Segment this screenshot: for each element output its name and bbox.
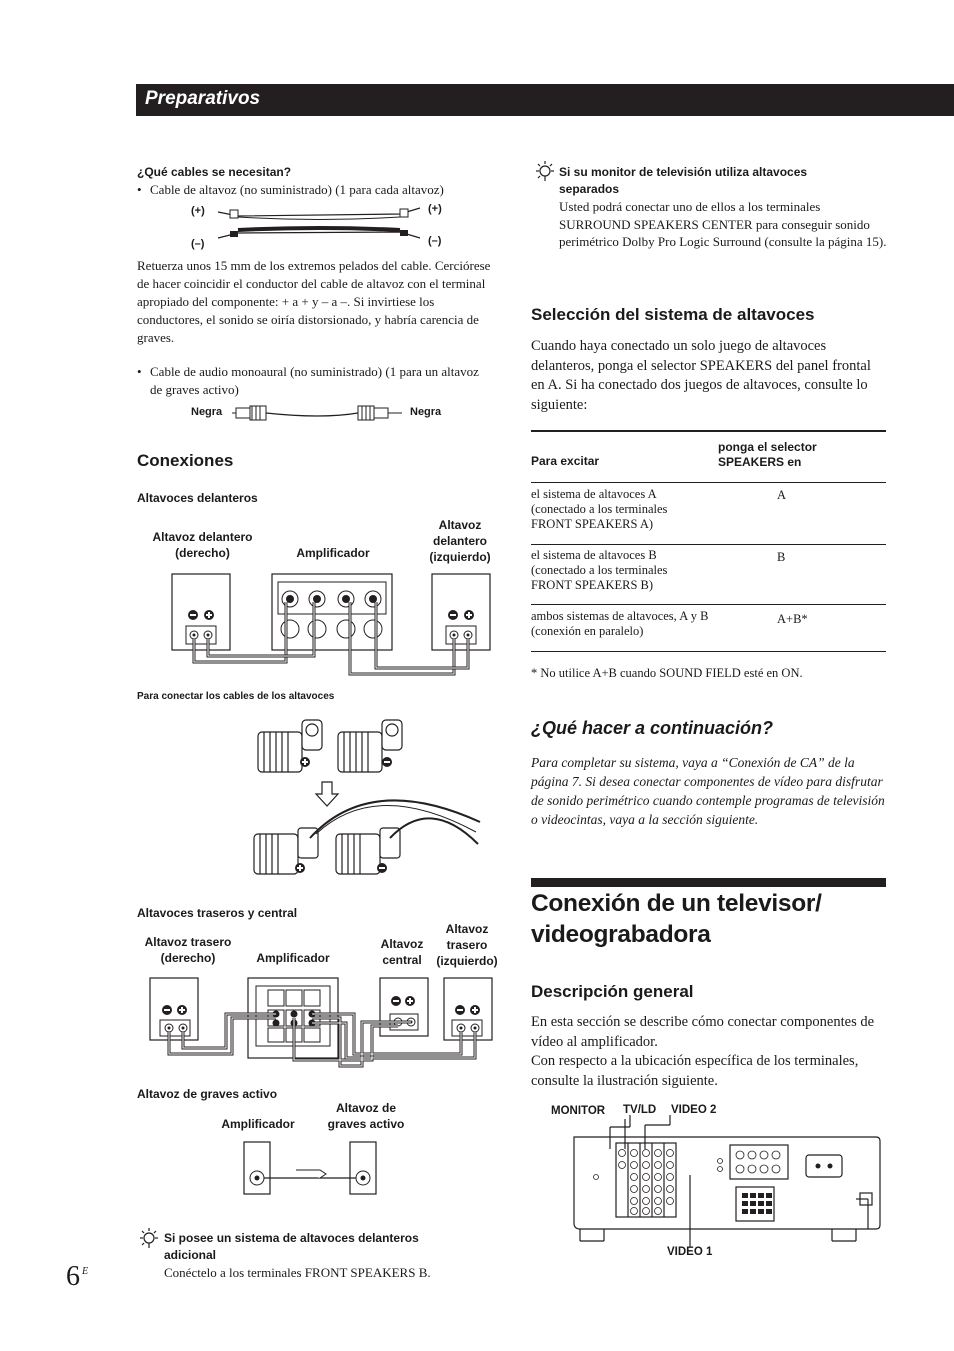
subwoofer-heading: Altavoz de graves activo xyxy=(137,1087,278,1101)
conexiones-heading: Conexiones xyxy=(137,451,234,470)
front-amp-label: Amplificador xyxy=(296,546,370,560)
section-header-bar xyxy=(136,84,954,116)
cables-heading: ¿Qué cables se necesitan? xyxy=(137,165,292,179)
seleccion-paragraph: Cuando haya conectado un solo juego de altavoces delanteros, ponga el selector SPEAKERS del panel frontal en A. Si ha conectado dos juegos de altavoces, consulte lo siguiente: xyxy=(531,338,871,413)
table-col1-header: Para excitar xyxy=(531,454,600,468)
descripcion-para-1: En esta sección se describe cómo conectar componentes de vídeo al amplificador. xyxy=(531,1014,875,1050)
cables-bullet-2-marker: • xyxy=(137,364,142,379)
tvld-label: TV/LD xyxy=(623,1104,657,1116)
tip-left-text: Conéctelo a los terminales FRONT SPEAKERS B. xyxy=(164,1265,431,1280)
table-row-2-what: el sistema de altavoces B (conectado a los terminales FRONT SPEAKERS B) xyxy=(531,548,668,592)
table-row-1-rule xyxy=(531,544,886,545)
rear-right-label: Altavoz trasero (derecho) xyxy=(144,935,232,965)
tip-right-title: Si su monitor de televisión utiliza altavoces separados xyxy=(559,165,808,196)
page-number-suffix: E xyxy=(82,1266,89,1277)
monitor-label: MONITOR xyxy=(551,1105,606,1117)
next-steps-paragraph: Para completar su sistema, vaya a “Conexión de CA” de la página 7. Si desea conectar componentes de vídeo para disfrutar de sonido perimétrico cuando contemple programas de televisión o videocintas, vaya a la sección siguiente. xyxy=(531,755,885,827)
table-footnote: * No utilice A+B cuando SOUND FIELD esté en ON. xyxy=(531,666,803,680)
table-row-2-rule xyxy=(531,604,886,605)
table-row-3-what: ambos sistemas de altavoces, A y B (conexión en paralelo) xyxy=(531,609,709,638)
subwoofer-diagram xyxy=(240,1140,390,1198)
speaker-cable-illustration xyxy=(210,200,430,250)
tip-right-text: Usted podrá conectar uno de ellos a los terminales SURROUND SPEAKERS CENTER para conseguir sonido perimétrico Dolby Pro Logic Surround (consulte la página 15). xyxy=(559,199,887,249)
table-row-3-value: A+B* xyxy=(777,612,808,626)
front-speakers-diagram xyxy=(160,570,500,690)
sub-amp-label: Amplificador xyxy=(221,1117,295,1131)
table-row-1-what: el sistema de altavoces A (conectado a los terminales FRONT SPEAKERS A) xyxy=(531,487,668,531)
descripcion-para-2: Con respecto a la ubicación específica de los terminales, consulte la ilustración siguiente. xyxy=(531,1053,859,1089)
tv-section-bar xyxy=(531,878,886,887)
subwoofer-label: Altavoz de graves activo xyxy=(327,1101,405,1131)
section-header-title: Preparativos xyxy=(145,88,261,109)
cables-bullet-1: Cable de altavoz (no suministrado) (1 para cada altavoz) xyxy=(150,182,444,197)
audio-cable-label-left: Negra xyxy=(191,406,223,418)
table-row-1-value: A xyxy=(777,488,787,502)
cable-plus-right: (+) xyxy=(428,203,442,215)
table-col2-header: ponga el selector SPEAKERS en xyxy=(718,440,817,469)
rear-center-diagram xyxy=(140,974,500,1069)
cable-minus-left: (–) xyxy=(191,238,205,250)
center-label: Altavoz central xyxy=(380,937,424,967)
front-left-label: Altavoz delantero (izquierdo) xyxy=(429,518,491,564)
tv-title-line2: videograbadora xyxy=(531,921,711,948)
cables-bullet-2: Cable de audio monoaural (no suministrado) (1 para un altavoz de graves activo) xyxy=(150,364,479,397)
cable-plus-left: (+) xyxy=(191,205,205,217)
receiver-rear-panel xyxy=(570,1115,890,1250)
rear-center-heading: Altavoces traseros y central xyxy=(137,906,298,920)
rear-left-label: Altavoz trasero (izquierdo) xyxy=(436,922,498,968)
video2-label: VIDEO 2 xyxy=(671,1104,717,1116)
tv-title-line1: Conexión de un televisor/ xyxy=(531,890,822,917)
video1-label: VIDEO 1 xyxy=(667,1246,713,1258)
table-top-rule xyxy=(531,430,886,432)
page-number: 6 xyxy=(66,1261,80,1292)
table-row-2-value: B xyxy=(777,550,786,564)
cable-minus-right: (–) xyxy=(428,235,442,247)
cables-bullet-1-marker: • xyxy=(137,182,142,197)
connect-cables-caption: Para conectar los cables de los altavoces xyxy=(137,691,335,702)
audio-cable-illustration xyxy=(232,403,412,423)
next-steps-heading: ¿Qué hacer a continuación? xyxy=(531,718,774,738)
cables-paragraph: Retuerza unos 15 mm de los extremos pelados del cable. Cerciórese de hacer coincidir el conductor del cable de altavoz con el terminal apropiado del componente: + a + y – a –. Si invirtiese los conductores, el sonido se oiría distorsionado, y habría carencia de graves. xyxy=(137,258,491,345)
tip-lightbulb-icon-right xyxy=(533,160,555,182)
rear-amp-label: Amplificador xyxy=(256,951,330,965)
front-speakers-heading: Altavoces delanteros xyxy=(137,491,258,505)
table-bottom-rule xyxy=(531,651,886,652)
binding-post-illustration xyxy=(250,712,480,882)
descripcion-heading: Descripción general xyxy=(531,982,694,1001)
tip-left-title: Si posee un sistema de altavoces delanteros adicional xyxy=(164,1231,419,1262)
front-right-label: Altavoz delantero (derecho) xyxy=(152,530,253,560)
audio-cable-label-right: Negra xyxy=(410,406,442,418)
tip-lightbulb-icon xyxy=(137,1227,159,1249)
table-header-rule xyxy=(531,482,886,483)
seleccion-heading: Selección del sistema de altavoces xyxy=(531,305,815,324)
